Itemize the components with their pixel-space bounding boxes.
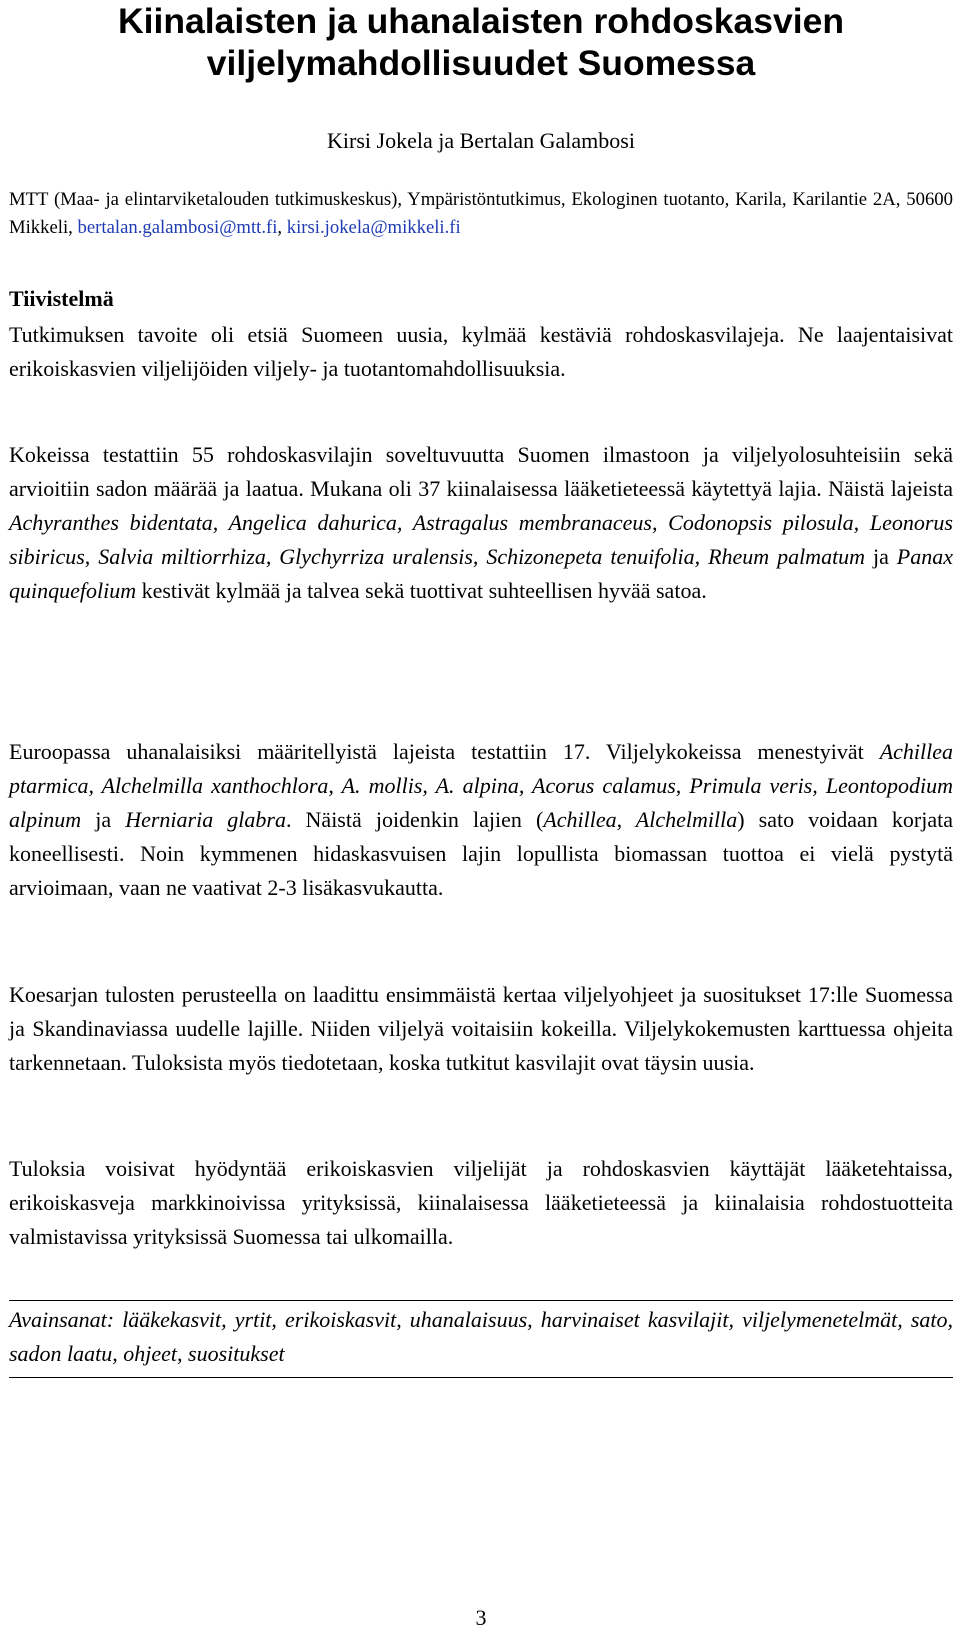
paragraph-5: Tuloksia voisivat hyödyntää erikoiskasvien viljelijät ja rohdoskasvien käyttäjät lääketehtaissa, erikoiskasveja markkinoivissa yrityksissä, kiinalaisessa lääketieteessä ja kiinalaisia rohdostuotteita valmistavissa yrityksissä Suomessa tai ulkomailla. [9,1156,953,1249]
affiliation [9,186,953,242]
paragraph-2-text-c: kestivät kylmää ja talvea sekä tuottivat suhteellisen hyvää satoa. [136,578,707,603]
keywords: Avainsanat: lääkekasvit, yrtit, erikoiskasvit, uhanalaisuus, harvinaiset kasvilajit, viljelymenetelmät, sato, sadon laatu, ohjeet, suositukset [9,1307,953,1366]
paragraph-4: Koesarjan tulosten perusteella on laadittu ensimmäistä kertaa viljelyohjeet ja suositukset 17:lle Suomessa ja Skandinaviassa uudelle lajille. Niiden viljelyä voitaisiin kokeilla. Viljelykokemusten karttuessa ohjeita tarkennetaan. Tuloksista myös tiedotetaan, koska tutkitut kasvilajit ovat täysin uusia. [9,982,953,1075]
title-line-1: Kiinalaisten ja uhanalaisten rohdoskasvien [117,1,845,41]
paragraph-3-text-b: ja [81,807,126,832]
document-page [9,0,953,1644]
paragraph-3-species-a: Achillea ptarmica, Alchelmilla xanthochlora, A. mollis, A. alpina, Acorus calamus, Primula veris, Leontopodium alpinum [9,739,953,832]
paragraph-3-species-c: Achillea, Alchelmilla [543,807,738,832]
email-separator: , [277,217,283,238]
abstract-heading: Tiivistelmä [9,286,114,311]
authors: Kirsi Jokela ja Bertalan Galambosi [327,128,635,153]
paragraph-2 [9,438,953,608]
paragraph-2-text-a: Kokeissa testattiin 55 rohdoskasvilajin soveltuvuutta Suomen ilmastoon ja viljelyolosuhteisiin sekä arvioitiin sadon määrää ja laatua. Mukana oli 37 kiinalaisessa lääketieteessä käytettyä lajia. Näistä lajeista [9,442,953,501]
paper-title [9,0,953,84]
paragraph-1: Tutkimuksen tavoite oli etsiä Suomeen uusia, kylmää kestäviä rohdoskasvilajeja. Ne laajentaisivat erikoiskasvien viljelijöiden viljely- ja tuotantomahdollisuuksia. [9,322,953,381]
title-line-2: viljelymahdollisuudet Suomessa [206,43,756,83]
paragraph-3-text-a: Euroopassa uhanalaisiksi määritellyistä lajeista testattiin 17. Viljelykokeissa menestyivät [9,739,880,764]
paragraph-3 [9,735,953,905]
email-link-jokela[interactable]: kirsi.jokela@mikkeli.fi [286,217,461,238]
keywords-bottom-rule [9,1377,953,1378]
paragraph-2-text-b: ja [865,544,897,569]
keywords-top-rule [9,1300,953,1301]
affiliation-text: MTT (Maa- ja elintarviketalouden tutkimuskeskus), Ympäristöntutkimus, Ekologinen tuotanto, Karila, Karilantie 2A, 50600 Mikkeli, [9,189,953,238]
paragraph-2-species-b: Panax quinquefolium [9,544,953,603]
paragraph-2-species-a: Achyranthes bidentata, Angelica dahurica, Astragalus membranaceus, Codonopsis pilosula, Leonorus sibiricus, Salvia miltiorrhiza, Glychyrriza uralensis, Schizonepeta tenuifolia, Rheum palmatum [9,510,953,569]
page-number: 3 [475,1605,487,1630]
paragraph-3-species-b: Herniaria glabra [125,807,286,832]
paragraph-3-text-d: ) sato voidaan korjata koneellisesti. Noin kymmenen hidaskasvuisen lajin lopullista biomassan tuottoa ei vielä pystytä arvioimaan, vaan ne vaativat 2-3 lisäkasvukautta. [9,807,953,900]
paragraph-3-text-c: . Näistä joidenkin lajien ( [285,807,544,832]
email-link-galambosi[interactable]: bertalan.galambosi@mtt.fi [77,217,278,238]
